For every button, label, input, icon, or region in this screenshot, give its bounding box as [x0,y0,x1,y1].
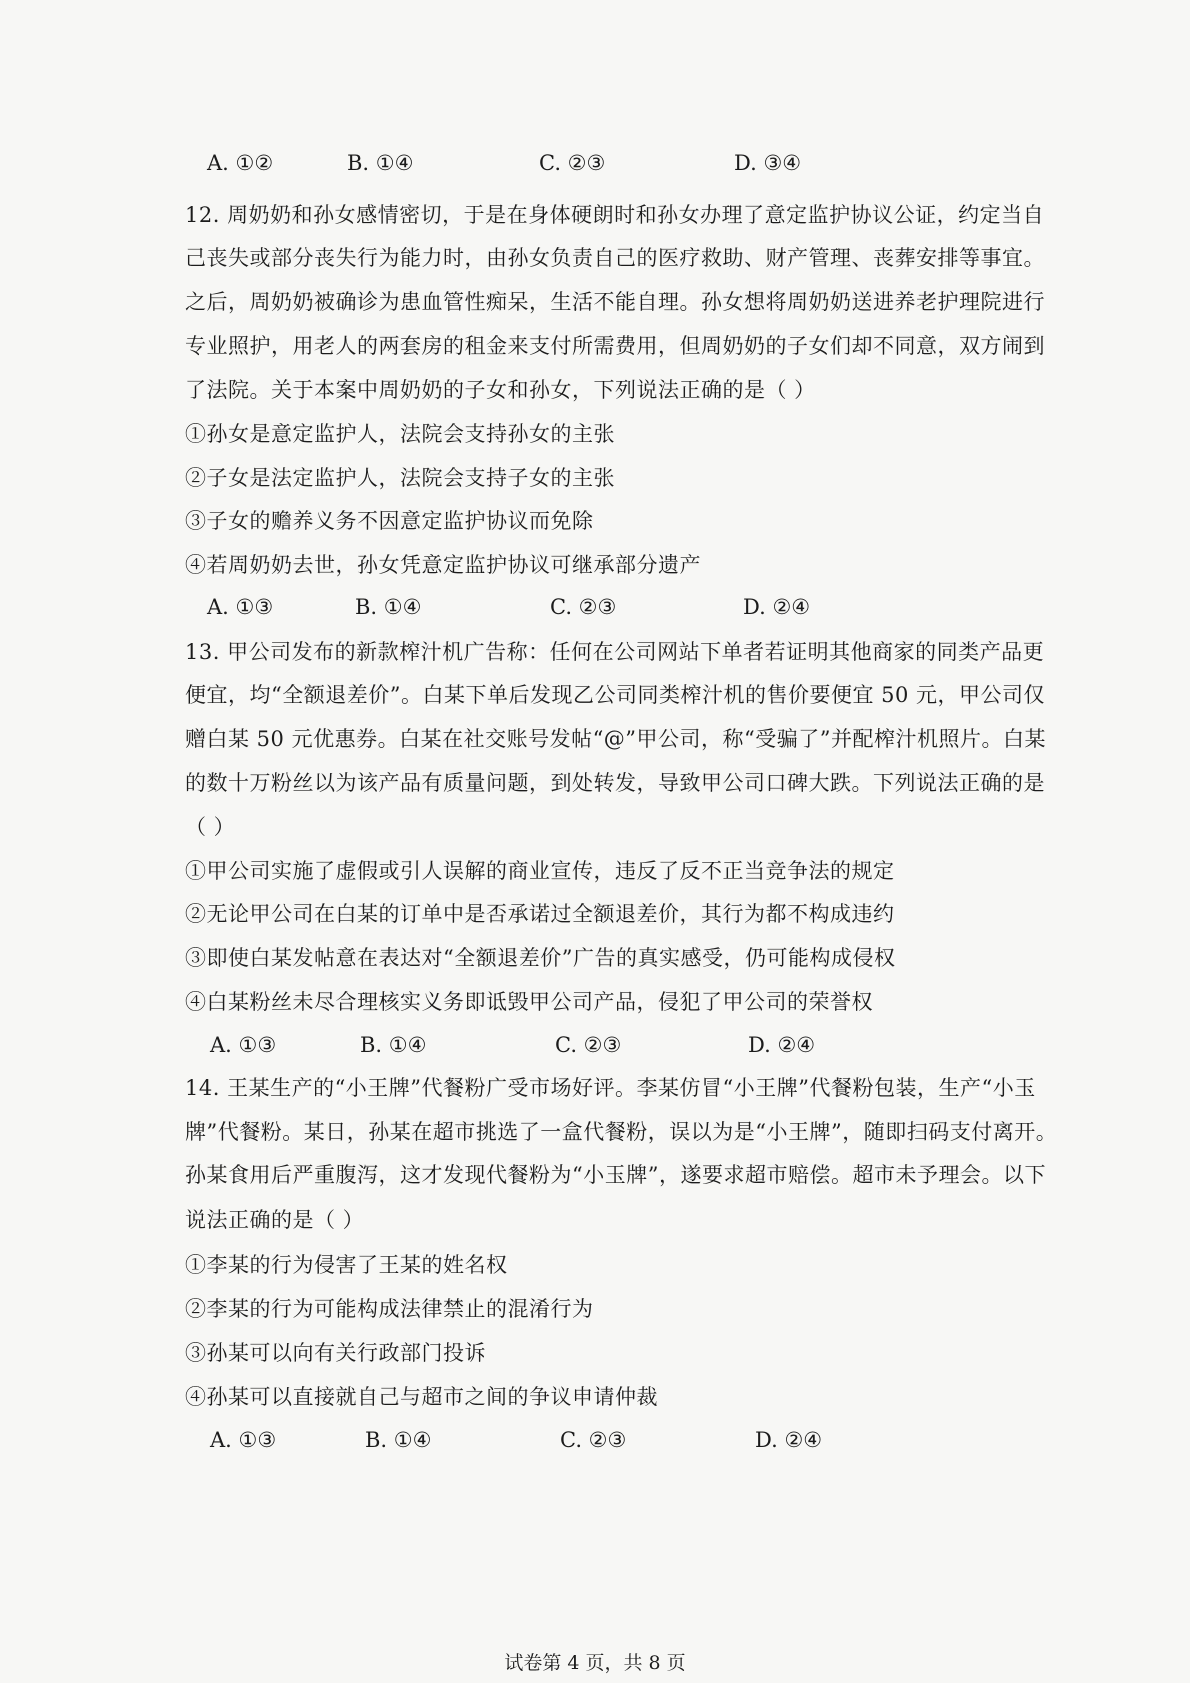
option-d: D. ②④ [748,1033,816,1057]
q14-stem-line-3: 孙某食用后严重腹泻，这才发现代餐粉为“小玉牌”，遂要求超市赔偿。超市未予理会。以下 [185,1163,1046,1187]
q13-stem-line-2: 便宜，均“全额退差价”。白某下单后发现乙公司同类榨汁机的售价要便宜 50 元，甲公司仅 [185,683,1046,707]
q12-statement-1: ①孙女是意定监护人，法院会支持孙女的主张 [185,422,615,446]
q12-stem-line-1: 12. 周奶奶和孙女感情密切，于是在身体硬朗时和孙女办理了意定监护协议公证，约定当自 [185,203,1045,227]
q14-statement-1: ①李某的行为侵害了王某的姓名权 [185,1253,508,1277]
q14-stem-line-4: 说法正确的是（ ） [185,1208,365,1232]
q13-stem-line-4: 的数十万粉丝以为该产品有质量问题，到处转发，导致甲公司口碑大跌。下列说法正确的是 [185,771,1045,795]
option-c: C. ②③ [539,151,606,175]
option-d: D. ②④ [755,1428,823,1452]
q12-stem-line-4: 专业照护，用老人的两套房的租金来支付所需费用，但周奶奶的子女们却不同意，双方闹到 [185,334,1045,358]
q13-statement-4: ④白某粉丝未尽合理核实义务即诋毁甲公司产品，侵犯了甲公司的荣誉权 [185,990,873,1014]
q12-statement-2: ②子女是法定监护人，法院会支持子女的主张 [185,466,615,490]
option-b: B. ①④ [355,595,422,619]
option-a: A. ①② [207,151,274,175]
option-a: A. ①③ [210,1428,277,1452]
option-b: B. ①④ [365,1428,432,1452]
q12-stem-line-2: 己丧失或部分丧失行为能力时，由孙女负责自己的医疗救助、财产管理、丧葬安排等事宜。 [185,246,1045,270]
option-c: C. ②③ [550,595,617,619]
option-a: A. ①③ [207,595,274,619]
option-c: C. ②③ [560,1428,627,1452]
q12-statement-3: ③子女的赡养义务不因意定监护协议而免除 [185,509,594,533]
option-d: D. ②④ [743,595,811,619]
q14-stem-line-2: 牌”代餐粉。某日，孙某在超市挑选了一盒代餐粉，误以为是“小王牌”，随即扫码支付离开。 [185,1120,1058,1144]
page-footer: 试卷第 4 页，共 8 页 [504,1652,686,1674]
q12-statement-4: ④若周奶奶去世，孙女凭意定监护协议可继承部分遗产 [185,553,701,577]
q13-statement-3: ③即使白某发帖意在表达对“全额退差价”广告的真实感受，仍可能构成侵权 [185,946,896,970]
q14-stem-line-1: 14. 王某生产的“小王牌”代餐粉广受市场好评。李某仿冒“小王牌”代餐粉包装，生产“小玉 [185,1076,1036,1100]
option-b: B. ①④ [347,151,414,175]
q13-statement-2: ②无论甲公司在白某的订单中是否承诺过全额退差价，其行为都不构成违约 [185,902,895,926]
option-b: B. ①④ [360,1033,427,1057]
q13-stem-line-3: 赠白某 50 元优惠券。白某在社交账号发帖“@”甲公司，称“受骗了”并配榨汁机照片。白某 [185,727,1047,751]
q13-stem-line-1: 13. 甲公司发布的新款榨汁机广告称：任何在公司网站下单者若证明其他商家的同类产品更 [185,640,1045,664]
q14-statement-2: ②李某的行为可能构成法律禁止的混淆行为 [185,1297,594,1321]
q14-statement-3: ③孙某可以向有关行政部门投诉 [185,1341,486,1365]
option-d: D. ③④ [734,151,802,175]
q12-stem-line-5: 了法院。关于本案中周奶奶的子女和孙女，下列说法正确的是（ ） [185,378,816,402]
q14-statement-4: ④孙某可以直接就自己与超市之间的争议申请仲裁 [185,1385,658,1409]
q13-statement-1: ①甲公司实施了虚假或引人误解的商业宣传，违反了反不正当竞争法的规定 [185,859,895,883]
q13-stem-line-5: （ ） [185,815,236,839]
option-a: A. ①③ [210,1033,277,1057]
option-c: C. ②③ [555,1033,622,1057]
q12-stem-line-3: 之后，周奶奶被确诊为患血管性痴呆，生活不能自理。孙女想将周奶奶送进养老护理院进行 [185,290,1045,314]
